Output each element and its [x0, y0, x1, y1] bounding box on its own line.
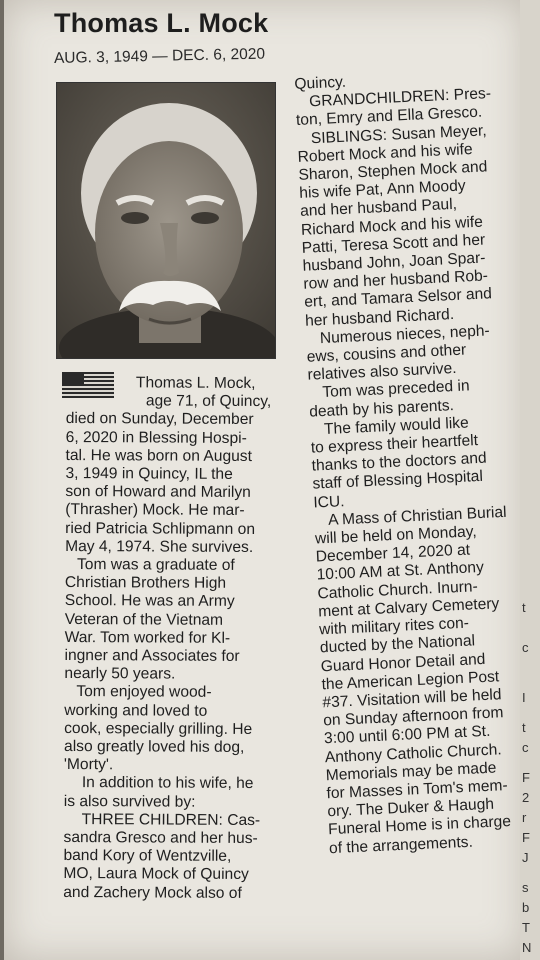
obituary-line: Tom was a graduate of	[76, 556, 235, 574]
obituary-line: Sharon, Stephen Mock and	[298, 158, 488, 184]
obituary-line: is also survived by:	[63, 792, 196, 811]
obituary-line: his wife Pat, Ann Moody	[298, 177, 466, 203]
edge-fragment: t	[522, 600, 526, 615]
obituary-line: Richard Mock and his wife	[300, 213, 484, 239]
obituary-line: tal. He was born on August	[65, 446, 252, 465]
edge-fragment: c	[522, 740, 529, 755]
obituary-line: Veteran of the Vietnam	[64, 610, 224, 629]
obituary-line: 6, 2020 in Blessing Hospi-	[65, 428, 247, 447]
edge-fragment: r	[522, 810, 527, 825]
obituary-dates: AUG. 3, 1949 — DEC. 6, 2020	[53, 45, 266, 67]
obituary-line: Robert Mock and his wife	[297, 140, 473, 166]
obituary-line: Numerous nieces, neph-	[319, 322, 491, 347]
obituary-line: (Thrasher) Mock. He mar-	[65, 501, 245, 520]
obituary-line: Quincy.	[294, 73, 347, 93]
obituary-left-column	[63, 374, 271, 903]
obituary-line: War. Tom worked for Kl-	[64, 628, 231, 647]
obituary-line: Funeral Home is in charge	[327, 813, 512, 839]
obituary-line: band Kory of Wentzville,	[63, 847, 232, 866]
obituary-line: Catholic Church. Inurn-	[317, 577, 479, 603]
obituary-name: Thomas L. Mock	[54, 8, 269, 38]
obituary-line: Memorials may be made	[325, 759, 497, 784]
obituary-line: 'Morty'.	[63, 756, 114, 774]
obituary-line: 3, 1949 in Quincy, IL the	[65, 465, 233, 483]
edge-fragment: c	[522, 640, 529, 655]
obituary-line: ert, and Tamara Selsor and	[303, 285, 493, 312]
obituary-line: ingner and Associates for	[64, 647, 240, 665]
obituary-line: on Sunday afternoon from	[322, 704, 504, 730]
obituary-line: GRANDCHILDREN: Pres-	[308, 85, 492, 111]
edge-fragment: I	[522, 690, 526, 705]
obituary-line: cook, especially grilling. He	[64, 719, 253, 738]
obituary-line: for Masses in Tom's mem-	[326, 776, 508, 803]
obituary-line: ducted by the National	[319, 632, 476, 657]
obituary-line: ried Patricia Schlipmann on	[65, 519, 256, 538]
obituary-line: and Zachery Mock also of	[63, 883, 242, 902]
obituary-line: age 71, of Quincy,	[145, 392, 272, 411]
obituary-line: working and loved to	[64, 701, 208, 720]
obituary-line: Anthony Catholic Church.	[324, 740, 502, 766]
obituary-right-column	[294, 67, 525, 858]
obituary-line: of the arrangements.	[328, 833, 474, 857]
obituary-line: May 4, 1974. She survives.	[65, 537, 254, 556]
edge-fragment: N	[522, 940, 532, 955]
adjacent-page-edge	[520, 0, 540, 960]
obituary-line: #37. Visitation will be held	[322, 686, 502, 712]
obituary-line: nearly 50 years.	[64, 665, 176, 683]
obituary-line: her husband Richard.	[304, 305, 455, 330]
obituary-line: husband John, Joan Spar-	[302, 249, 486, 275]
obituary-line: will be held on Monday,	[314, 523, 478, 548]
obituary-line: with military rites con-	[318, 614, 470, 639]
obituary-line: The family would like	[323, 414, 470, 438]
obituary-line: row and her husband Rob-	[303, 267, 489, 294]
newspaper-clipping	[4, 0, 526, 960]
obituary-line: Thomas L. Mock,	[135, 374, 256, 392]
obituary-line: staff of Blessing Hospital	[312, 468, 484, 494]
obituary-line: December 14, 2020 at	[315, 541, 471, 566]
obituary-line: ment at Calvary Cemetery	[317, 595, 500, 621]
obituary-line: Tom enjoyed wood-	[76, 683, 212, 702]
obituary-line: 10:00 AM at St. Anthony	[316, 559, 485, 584]
obituary-line: A Mass of Christian Burial	[327, 503, 507, 529]
portrait-photo	[56, 82, 276, 359]
obituary-line: Tom was preceded in	[322, 377, 471, 402]
edge-fragment: b	[522, 900, 530, 915]
obituary-line: ton, Emry and Ella Gresco.	[295, 103, 483, 130]
obituary-line: thanks to the doctors and	[311, 449, 488, 475]
edge-fragment: J	[522, 850, 529, 865]
obituary-line: son of Howard and Marilyn	[65, 483, 251, 502]
edge-fragment: s	[522, 880, 529, 895]
obituary-line: Christian Brothers High	[64, 574, 227, 593]
obituary-line: death by his parents.	[308, 396, 455, 421]
obituary-line: Guard Honor Detail and	[320, 650, 486, 675]
edge-fragment: T	[522, 920, 530, 935]
edge-fragment: t	[522, 720, 526, 735]
obituary-line: died on Sunday, December	[65, 410, 254, 429]
obituary-line: In addition to his wife, he	[81, 774, 254, 793]
obituary-line: Patti, Teresa Scott and her	[301, 231, 486, 257]
obituary-line: to express their heartfelt	[310, 432, 479, 457]
obituary-line: SIBLINGS: Susan Meyer,	[310, 121, 488, 147]
obituary-line: and her husband Paul,	[299, 196, 458, 221]
edge-fragment: F	[522, 830, 530, 845]
obituary-line: ews, cousins and other	[306, 341, 467, 366]
obituary-line: sandra Gresco and her hus-	[63, 829, 258, 848]
edge-fragment: 2	[522, 790, 530, 805]
obituary-line: ory. The Duker & Haugh	[327, 795, 495, 821]
obituary-line: relatives also survive.	[307, 360, 457, 384]
obituary-line: School. He was an Army	[64, 592, 235, 611]
obituary-line: ICU.	[312, 492, 345, 512]
edge-fragment: F	[522, 770, 530, 785]
obituary-line: THREE CHILDREN: Cas-	[81, 810, 261, 829]
obituary-line: MO, Laura Mock of Quincy	[63, 865, 249, 884]
obituary-line: also greatly loved his dog,	[64, 738, 245, 757]
obituary-line: the American Legion Post	[321, 668, 500, 694]
obituary-line: 3:00 until 6:00 PM at St.	[323, 723, 491, 748]
